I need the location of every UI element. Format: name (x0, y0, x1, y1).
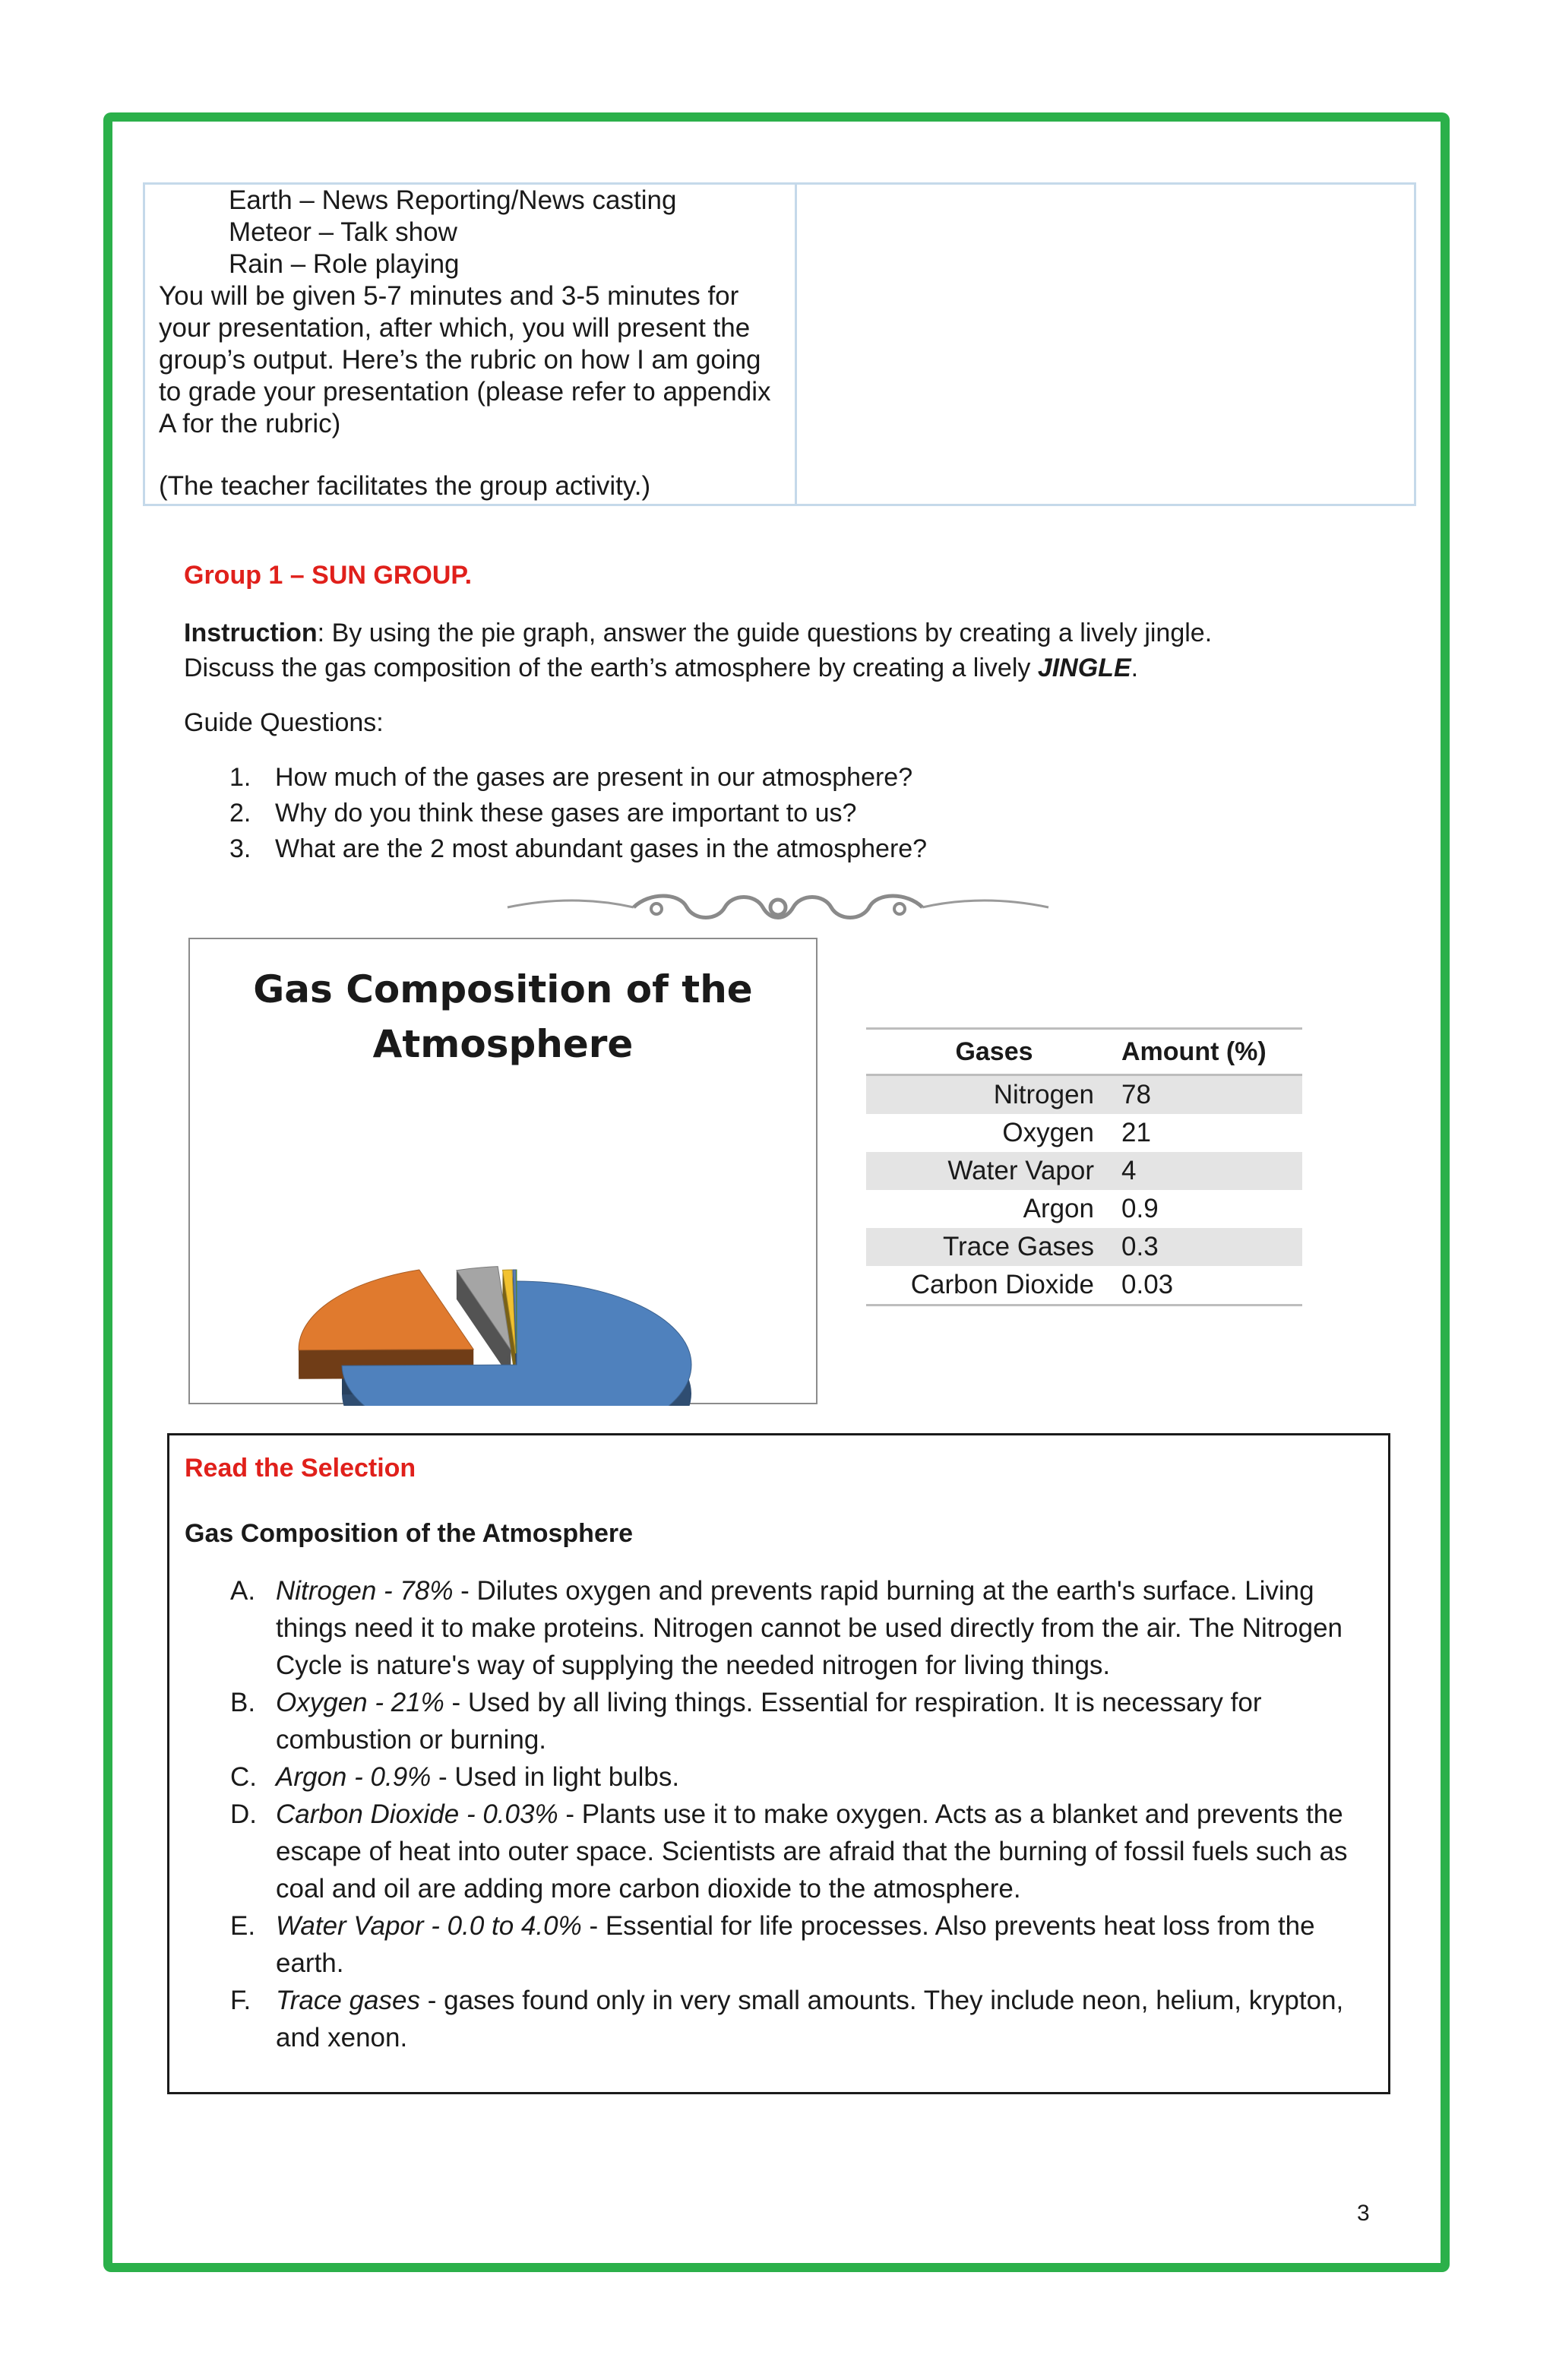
ornament-divider (504, 886, 1052, 929)
gas-description-list (230, 1572, 1370, 2056)
table-row: Trace Gases 0.3 (866, 1228, 1302, 1266)
list-item: E. Water Vapor - 0.0 to 4.0% - Essential for life processes. Also prevents heat loss from the earth. (230, 1911, 1315, 1978)
jingle-emphasis: JINGLE (1037, 654, 1131, 682)
pie-chart (190, 939, 819, 1406)
table-row: Oxygen 21 (1002, 1118, 1151, 1147)
page-number: 3 (1357, 2201, 1370, 2226)
list-item: 1. How much of the gases are present in our atmosphere? (229, 763, 913, 792)
selection-heading: Read the Selection (185, 1454, 416, 1483)
list-item: C. Argon - 0.9% - Used in light bulbs. (230, 1762, 680, 1792)
table-row: Carbon Dioxide 0.03 (866, 1266, 1302, 1306)
reading-selection-box (167, 1433, 1390, 2094)
list-item: B. Oxygen - 21% - Used by all living things. Essential for respiration. It is necessary for combustion or burning. (230, 1688, 1262, 1755)
activity-table-left-cell (145, 185, 797, 504)
role-earth: Earth – News Reporting/News casting (229, 185, 677, 215)
activity-table-right-cell (797, 185, 1414, 504)
guide-questions-list (229, 760, 927, 867)
role-meteor: Meteor – Talk show (229, 217, 457, 247)
instruction-label: Instruction (184, 619, 318, 647)
gas-amount-table (866, 1027, 1302, 1306)
list-item: D. Carbon Dioxide - 0.03% - Plants use it to make oxygen. Acts as a blanket and prevents the escape of heat into outer space. Scientists are afraid that the burning of fossil fuels such as coal and oil are adding more carbon dioxide to the atmosphere. (230, 1799, 1348, 1904)
pie-slice-oxygen (299, 1270, 473, 1350)
selection-title: Gas Composition of the Atmosphere (185, 1519, 634, 1548)
table-row: Argon 0.9 (1023, 1194, 1159, 1223)
chart-title: Gas Composition of the Atmosphere (253, 967, 753, 1066)
pie-chart-panel (188, 938, 818, 1404)
list-item: 2. Why do you think these gases are important to us? (229, 799, 857, 828)
table-row: Nitrogen 78 (866, 1075, 1302, 1115)
list-item: 3. What are the 2 most abundant gases in the atmosphere? (229, 834, 928, 863)
instruction-paragraph: Instruction: By using the pie graph, answer the guide questions by creating a lively jingle. Discuss the gas composition of the earth’s atmosphere by creating a lively JINGLE. (184, 619, 1213, 682)
list-item: F. Trace gases - gases found only in very small amounts. They include neon, helium, krypton, and xenon. (230, 1986, 1344, 2052)
column-header-gases: Gases (866, 1029, 1121, 1075)
group-heading: Group 1 – SUN GROUP. (184, 561, 473, 590)
role-rain: Rain – Role playing (229, 249, 460, 279)
list-item: A. Nitrogen - 78% - Dilutes oxygen and prevents rapid burning at the earth's surface. Living things need it to make proteins. Nitrogen cannot be used directly from the air. The Nitrogen Cycle is nature's way of supplying the needed nitrogen for living things. (230, 1576, 1343, 1680)
guide-questions-label: Guide Questions: (184, 708, 384, 737)
column-header-amount: Amount (%) (1121, 1029, 1302, 1075)
teacher-note: (The teacher facilitates the group activity.) (159, 471, 651, 501)
time-instructions: You will be given 5-7 minutes and 3-5 minutes for your presentation, after which, you will present the group’s output. Here’s the rubric on how I am going to grade your presentation (please refer to appendix A for the rubric) (159, 281, 771, 438)
activity-table (143, 182, 1416, 506)
table-row: Water Vapor 4 (866, 1152, 1302, 1190)
